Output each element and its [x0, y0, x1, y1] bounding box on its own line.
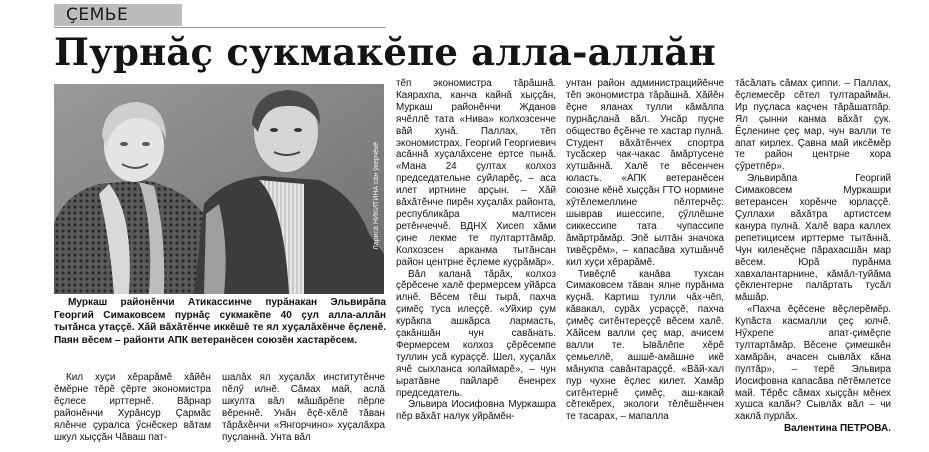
author-byline: Валентина ПЕТРОВА. [783, 423, 891, 435]
paragraph: тĕп экономистра тăрăшнă. Каярахпа, канча кайнă хыççăн, Муркаш районĕнчи Жданов ячĕллĕ тата «Нива» колхозсенче вăй хунă. Паллах, тĕп экономистрах. Георгий Георгиевич асăннă хуçалăхсене ертсе пынă. «Мана 24 çултах колхоз председательне суйларĕç, – аса илет иртнине арçын. – Хăй вăхăтĕнче пирĕн хуçалăх районта, республикăра малтисен ретĕнчеччĕ. ВДНХ Хисеп хăми çине лекме те пултарттăмăр. Колхозсен арканма тытăнсан район центрне ĕçлеме куçрăмăр». [396, 78, 556, 268]
photo-credit: Ларисă НИКИТИНА сăн ӳкерчĕкĕ [373, 142, 380, 250]
paragraph: «Пахча ĕçĕсене вĕçлерĕмĕр. Купăста касмалли çеç юлчĕ. Нӳхрепе апат-çимĕçпе тултартăмăр. Вĕсене çимешкĕн хамăрăн, ачасен сывлăх кăна пултăр», – терĕ Эльвира Иосифовна капасăва пĕтĕмлетсе май. Тĕрĕс сăмах хыççăн мĕнех хушса калăн? Сывлăх вăл – чи хаклă пурлăх. [735, 304, 891, 423]
text-column-5 [735, 78, 891, 452]
paragraph: Кил хуçи хĕрарăмĕ хăйĕн ĕмĕрне тĕрĕ çĕрте экономистра ĕçлесе ирттернĕ. Вăрнар районĕнчи Хурăнсур Çармăс ялĕнче çуралса ӳснĕскер вăтам шкул хыççăн Чăваш пат- [54, 372, 211, 443]
photo-elderly-couple-icon [54, 84, 384, 294]
paragraph: Эльвира Иосифовна Муркашра пĕр вăхăт налук уйрăмĕн- [396, 399, 556, 423]
text-column-1 [54, 372, 211, 452]
text-column-4 [566, 78, 724, 452]
text-column-2 [222, 372, 385, 452]
paragraph: Эльвирăпа Георгий Симаковсем Муркашри ветерансен хорĕнче юрлаççĕ. Çуллахи вăхăтра артистсем канура пулнă. Халĕ вара каллех репетицисем ирттерме тытăннă. Чун киленĕçне пăрахасшăн мар вĕсем. Юрă пурăнма хавхалантарнине, кăмăл-туйăма çĕклентерне палăртать тусăл мăшăр. [735, 173, 891, 304]
paragraph: унтан район администрацийĕнче тĕп экономистра тăрăшнă. Хăйĕн ĕçне яланах тулли кăмăлпа пурнăçланă вăл. Унсăр пуçне общество ĕçĕнче те хастар пулнă. Студент вăхăтĕнчех спортра тусăскер чак-чакас ăмăртусене хутшăннă. Халĕ те вĕсенчен юласть. «АПК ветеранĕсен союзне кĕнĕ хыççăн ГТО нормине хӳтĕлемеллине пĕлтерчĕç: шыврав ишессипе, çӳллĕшне сиккессипе тата чупассипе ăмăртрăмăр. Эпĕ ылтăн значока тивĕçрĕм», – капасăва хутшăнчĕ кил хуçи хĕрарăмĕ. [566, 78, 724, 268]
photo-caption: Муркаш районĕнчи Атикассинче пурăнакан Эльвирăпа Георгий Симаковсем пурнăç сукмакĕпе 40 çул алла-аллăн тытăнса утаççĕ. Хăй вăхăтĕнче иккĕшĕ те ял хуçалăхĕнче ĕçленĕ. Паян вĕсем – районти АПК ветеранĕсен союзĕн хастарĕсем. [54, 297, 386, 346]
paragraph: Тивĕçлĕ канăва тухсан Симаковсем тăван ялне пурăнма куçнă. Картиш тулли чăх-чĕп, кăвакал, сурăх усраççĕ, пахча çимĕç ситĕнтереççĕ вĕсем халĕ. Хăйсем валли çеç мар, ачисем валли те. Ывăлĕпе хĕрĕ çемьеллĕ, ашшĕ-амăшне икĕ мăнукпа савăнтараççĕ. «Вăй-хал пур чухне ĕçлес килет. Хамăр ситĕнтернĕ çимĕç, аш-какай сĕтекĕрех, экологи тĕлĕшĕнчен те тасарах, – мапалла [566, 268, 724, 423]
rubric-label: ÇЕМЬЕ [54, 4, 182, 26]
paragraph: шалăх ял хуçалăх институтĕнче пĕлӳ илнĕ. Сăмах май, аслă шкулта вăл мăшăрĕпе пĕрле вĕреннĕ. Унăн ĕçĕ-хĕлĕ тăван тăрăхĕнчи «Янгорчино» хуçалăхра пуçланнă. Унта вăл [222, 372, 385, 443]
rubric-rule [54, 27, 386, 28]
article-photo [54, 84, 384, 294]
text-column-3 [396, 78, 556, 452]
paragraph: тăсăлать сăмах çиппи. – Паллах, ĕçлемесĕр сĕтел тултараймăн. Ир пуçласа каçчен тăрăшатпăр. Ял çынни канма вăхăт çук. Ĕçленине çеç мар, чун валли те апат кирлех. Çавна май иксĕмĕр те район центрне хора çӳретпĕр». [735, 78, 891, 173]
article-headline: Пурнăç сукмакĕпе алла-аллăн [54, 30, 716, 74]
paragraph: Вăл каланă тăрăх, колхоз çĕрĕсене халĕ фермерсем уйăрса илнĕ. Вĕсем тĕш тырă, пахча çимĕç туса илеççĕ. «Уйхир çум курăкпа ашкăрса лармасть, çакăншăн чун савăнать. Фермерсем колхоз çĕрĕсемпе туллин усă кураççĕ. Шел, хуçалăх ячĕ сыхланса юлаймарĕ», – чун ыратăвне пайларĕ ĕненрех председатель. [396, 268, 556, 399]
